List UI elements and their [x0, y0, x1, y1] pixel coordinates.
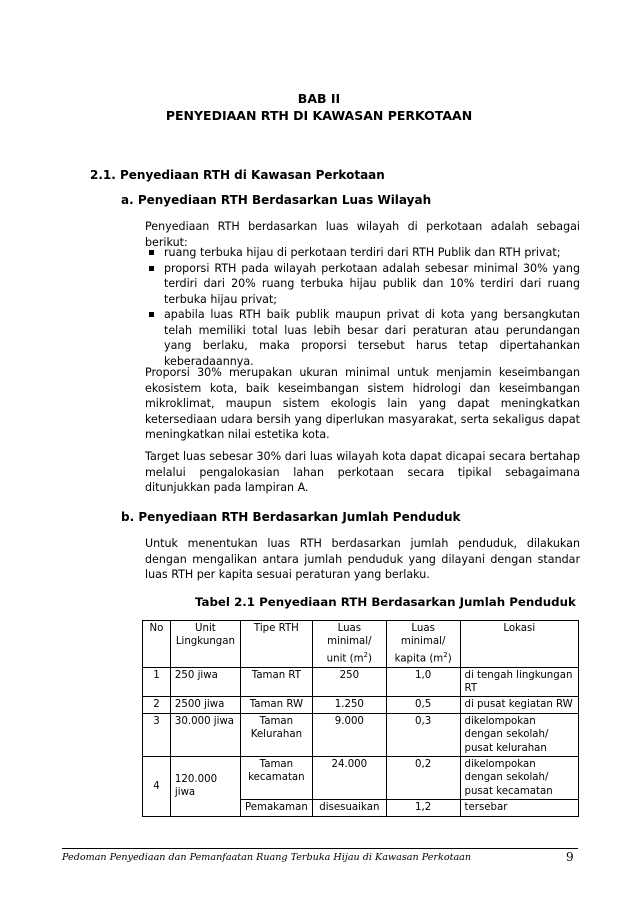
table-row: 3 30.000 jiwa Taman Kelurahan 9.000 0,3 dikelompokan dengan sekolah/ pusat kelurahan [143, 713, 579, 756]
subsection-b-heading: b. Penyediaan RTH Berdasarkan Jumlah Penduduk [121, 510, 461, 524]
bullet-item: ruang terbuka hijau di perkotaan terdiri dari RTH Publik dan RTH privat; [145, 245, 580, 261]
bullet-square-icon [149, 266, 154, 271]
table-header-row [143, 621, 579, 668]
bullet-square-icon [149, 312, 154, 317]
table-row: 4 120.000 jiwa Taman kecamatan 24.000 0,2 dikelompokan dengan sekolah/ pusat kecamatan [143, 757, 579, 800]
paragraph-target: Target luas sebesar 30% dari luas wilayah kota dapat dicapai secara bertahap melalui pengalokasian lahan perkotaan secara tipikal sebagaimana ditunjukkan pada lampiran A. [145, 450, 580, 494]
subsection-b-paragraph: Untuk menentukan luas RTH berdasarkan jumlah penduduk, dilakukan dengan mengalikan antara jumlah penduduk yang dilayani dengan standar luas RTH per kapita sesuai peraturan yang berlaku. [145, 537, 580, 581]
page-number: 9 [566, 850, 574, 864]
header-no: No [143, 621, 171, 668]
section-heading: 2.1. Penyediaan RTH di Kawasan Perkotaan [90, 168, 385, 182]
table-caption: Tabel 2.1 Penyediaan RTH Berdasarkan Jumlah Penduduk [195, 595, 576, 609]
subsection-a-intro: Penyediaan RTH berdasarkan luas wilayah di perkotaan adalah sebagai berikut: [145, 220, 580, 249]
rth-table [142, 620, 579, 817]
table-row: Pemakaman disesuaikan 1,2 tersebar [143, 800, 579, 816]
bullet-list [145, 245, 580, 369]
header-lokasi: Lokasi [460, 621, 579, 668]
header-tipe: Tipe RTH [240, 621, 312, 668]
subsection-a-heading: a. Penyediaan RTH Berdasarkan Luas Wilayah [121, 193, 432, 207]
paragraph-proporsi: Proporsi 30% merupakan ukuran minimal untuk menjamin keseimbangan ekosistem kota, baik keseimbangan sistem hidrologi dan keseimbangan mikroklimat, maupun sistem ekologis lain yang dapat meningkatkan ketersediaan udara bersih yang diperlukan masyarakat, serta sekaligus dapat meningkatkan nilai estetika kota. [145, 366, 580, 441]
bullet-item: proporsi RTH pada wilayah perkotaan adalah sebesar minimal 30% yang terdiri dari 20% ruang terbuka hijau publik dan 10% terdiri dari ruang terbuka hijau privat; [145, 261, 580, 308]
header-unit: Unit Lingkungan [170, 621, 240, 668]
footer-text: Pedoman Penyediaan dan Pemanfaatan Ruang Terbuka Hijau di Kawasan Perkotaan [62, 852, 472, 863]
bullet-item: apabila luas RTH baik publik maupun privat di kota yang bersangkutan telah memiliki total luas lebih besar dari peraturan atau perundangan yang berlaku, maka proporsi tersebut harus tetap dipertahankan keberadaannya. [145, 307, 580, 369]
footer-divider [62, 848, 578, 849]
table-row: 1 250 jiwa Taman RT 250 1,0 di tengah lingkungan RT [143, 667, 579, 697]
header-luas-kapita: Luas minimal/ kapita $(m^2)$ [386, 621, 460, 668]
chapter-number: BAB II [297, 91, 341, 106]
chapter-title: PENYEDIAAN RTH DI KAWASAN PERKOTAAN [165, 108, 473, 123]
header-luas-unit: Luas minimal/ unit $(m^2)$ [312, 621, 386, 668]
bullet-square-icon [149, 250, 154, 255]
table-row: 2 2500 jiwa Taman RW 1.250 0,5 di pusat kegiatan RW [143, 697, 579, 713]
